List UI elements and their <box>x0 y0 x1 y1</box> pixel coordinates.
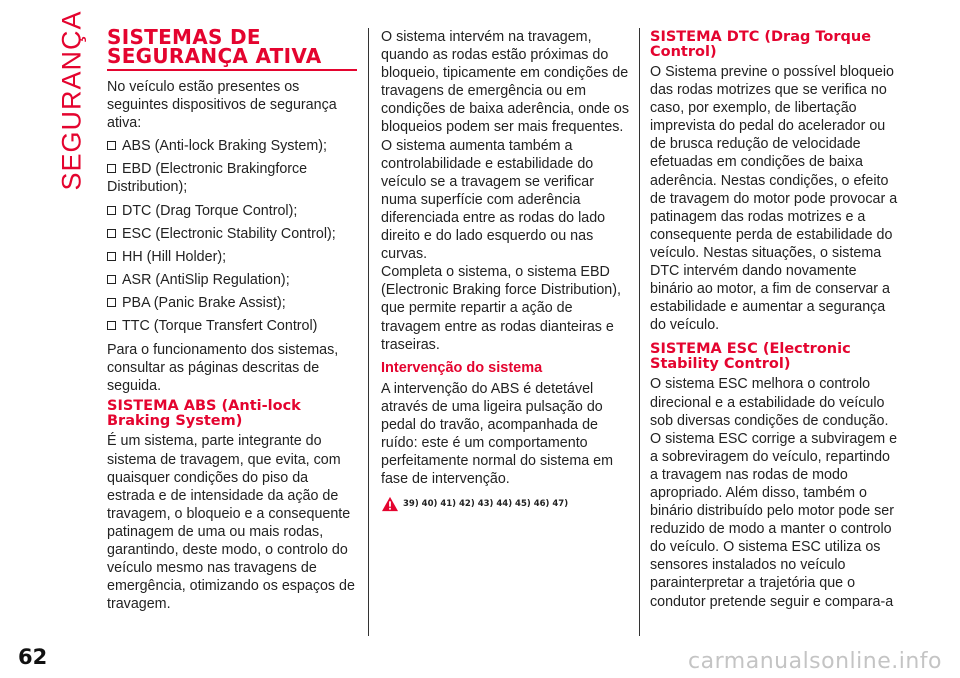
intervention-paragraph: A intervenção do ABS é detetável através de uma ligeira pulsação do pedal do travão, acompanhada de ruído: este é um comportamento perfeitamente normal do sistema em fase de intervenção. <box>381 380 614 488</box>
main-heading-line2: SEGURANÇA ATIVA <box>107 44 322 68</box>
list-item-text: ASR (AntiSlip Regulation); <box>122 271 290 288</box>
dtc-heading: SISTEMA DTC (Drag Torque Control) <box>650 29 872 60</box>
warning-refs-text: 39) 40) 41) 42) 43) 44) 45) 46) 47) <box>403 499 569 510</box>
checkbox-bullet-icon <box>107 206 116 215</box>
column-divider <box>368 28 369 636</box>
list-item <box>107 317 357 335</box>
list-item-text: DTC (Drag Torque Control); <box>122 202 298 219</box>
section-side-label-text: SEGURANÇA <box>56 9 87 191</box>
main-heading <box>107 25 357 71</box>
esc-heading: SISTEMA ESC (Electronic Stability Control) <box>650 341 851 373</box>
list-item <box>107 160 357 196</box>
ebd-paragraph: Completa o sistema, o sistema EBD (Electronic Braking force Distribution), que permite repartir a ação de travagem entre as rodas dianteiras e traseiras. <box>381 264 621 353</box>
list-item-text: TTC (Torque Transfert Control) <box>122 318 318 335</box>
outro-paragraph: Para o funcionamento dos sistemas, consultar as páginas descritas de seguida. <box>107 342 339 395</box>
systems-list <box>107 137 357 335</box>
esc-paragraph: O sistema ESC melhora o controlo direcional e a estabilidade do veículo sob diversas condições de condução. O sistema ESC corrige a subviragem e a sobreviragem do veículo, repartindo a travagem nas rodas de modo apropriado. Além disso, também o binário distribuído pelo motor pode ser reduzido de modo a manter o controlo do veículo. O sistema ESC utiliza os sensores instalados no veículo parainterpretar a trajetória que o condutor pretende seguir e compara-a <box>650 376 898 610</box>
checkbox-bullet-icon <box>107 252 116 261</box>
watermark: carmanualsonline.info <box>688 649 942 674</box>
abs-paragraph-2: O sistema aumenta também a controlabilidade e estabilidade do veículo se a travagem se verificar numa superfície com aderência diferenciada entre as rodas do lado direito e do lado esquerdo ou nas curvas. <box>381 137 606 263</box>
abs-paragraph-1: O sistema intervém na travagem, quando as rodas estão próximas do bloqueio, tipicamente em condições de travagens de emergência ou em condições de baixa aderência, onde os bloqueios podem ser mais frequentes. <box>381 29 629 136</box>
column-divider <box>639 28 640 636</box>
intro-paragraph: No veículo estão presentes os seguintes dispositivos de segurança ativa: <box>107 79 337 132</box>
list-item <box>107 137 357 155</box>
intervention-heading: Intervenção do sistema <box>381 359 543 376</box>
list-item-text: ESC (Electronic Stability Control); <box>122 225 336 242</box>
checkbox-bullet-icon <box>107 298 116 307</box>
list-item-text: ABS (Anti-lock Braking System); <box>122 138 327 155</box>
list-item-text: PBA (Panic Brake Assist); <box>122 294 286 311</box>
warning-triangle-icon <box>381 496 399 512</box>
list-item <box>107 271 357 289</box>
list-item <box>107 225 357 243</box>
list-item <box>107 248 357 266</box>
warning-references <box>381 496 631 512</box>
main-heading-line1: SISTEMAS DE <box>107 25 261 49</box>
list-item <box>107 202 357 220</box>
list-item-text: HH (Hill Holder); <box>122 248 227 265</box>
dtc-paragraph: O Sistema previne o possível bloqueio das rodas motrizes que se verifica no caso, por exemplo, de libertação imprevista do pedal do acelerador ou de brusca redução de velocidade efetuadas em condições de baixa aderência. Nestas condições, o efeito de travagem do motor pode provocar a patinagem das rodas motrizes e a consequente perda de estabilidade do veículo. Nestas situações, o sistema DTC intervém dando novamente binário ao motor, a fim de conservar a estabilidade e aumentar a segurança do veículo. <box>650 64 898 334</box>
abs-paragraph: É um sistema, parte integrante do sistema de travagem, que evita, com quaisquer condições do piso da estrada e de intensidade da ação de travagem, o bloqueio e a consequente patinagem de uma ou mais rodas, garantindo, deste modo, o controlo do veículo mesmo nas travagens de emergência, otimizando os espaços de travagem. <box>107 433 355 613</box>
column-3 <box>650 28 900 611</box>
list-item-text: EBD (Electronic Brakingforce Distribution); <box>107 161 308 196</box>
checkbox-bullet-icon <box>107 229 116 238</box>
list-item <box>107 294 357 312</box>
checkbox-bullet-icon <box>107 275 116 284</box>
section-side-label <box>54 9 90 191</box>
page-number: 62 <box>18 645 48 669</box>
abs-heading: SISTEMA ABS (Anti-lock Braking System) <box>107 398 301 430</box>
column-1 <box>107 25 357 613</box>
checkbox-bullet-icon <box>107 321 116 330</box>
checkbox-bullet-icon <box>107 164 116 173</box>
checkbox-bullet-icon <box>107 141 116 150</box>
column-2 <box>381 28 631 512</box>
